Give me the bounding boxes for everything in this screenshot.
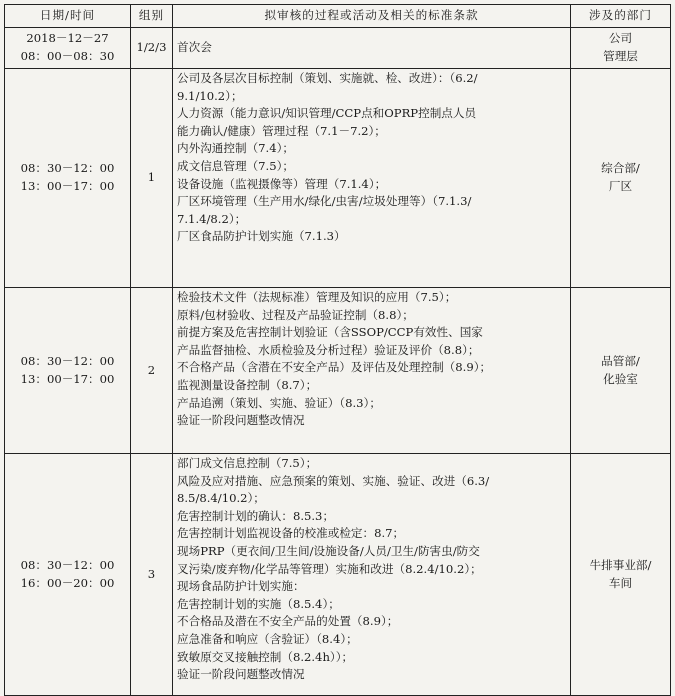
department-name: 牛排事业部/: [589, 557, 652, 572]
header-datetime: 日期/时间: [5, 5, 131, 28]
department-name: 车间: [608, 575, 633, 590]
cell-datetime: [5, 454, 131, 696]
time-range: 08：30－12：00: [20, 161, 115, 176]
process-item: 检验技术文件（法规标准）管理及知识的应用（7.5）；: [177, 290, 457, 304]
header-row: [5, 5, 671, 28]
time-range: 16：00－20：00: [20, 575, 115, 590]
cell-process: [173, 69, 571, 288]
cell-department: [571, 454, 671, 696]
process-item: 7.1.4/8.2）；: [177, 211, 247, 226]
cell-datetime: [5, 288, 131, 454]
cell-datetime: [5, 28, 131, 69]
process-item: 危害控制计划的实施（8.5.4）；: [177, 596, 340, 611]
department-name: 化验室: [603, 371, 638, 386]
cell-group: 2: [131, 288, 173, 454]
process-item: 能力确认/健康）管理过程（7.1－7.2）；: [177, 123, 386, 138]
table-row: [5, 288, 671, 454]
table-row: [5, 28, 671, 69]
process-item: 应急准备和响应（含验证）（8.4）；: [177, 631, 358, 646]
audit-schedule-table: [4, 4, 671, 696]
process-item: 危害控制计划监视设备的校准或检定：8.7；: [177, 526, 405, 541]
time-range: 08：00－08：30: [20, 49, 115, 63]
cell-group: 1/2/3: [131, 28, 173, 69]
process-item: 前提方案及危害控制计划验证（含SSOP/CCP有效性、国家: [177, 325, 483, 340]
process-item: 内外沟通控制（7.4）；: [177, 141, 294, 156]
cell-department: [571, 288, 671, 454]
process-item: 风险及应对措施、应急预案的策划、实施、验证、改进（6.3/: [177, 473, 490, 488]
process-item: 验证一阶段问题整改情况: [177, 667, 305, 682]
process-item: 不合格品及潜在不安全产品的处置（8.9）；: [177, 614, 399, 629]
cell-process: [173, 454, 571, 696]
cell-group: 3: [131, 454, 173, 696]
header-group: 组别: [131, 5, 173, 28]
process-item: 产品监督抽检、水质检验及分析过程）验证及评价（8.8）；: [177, 342, 480, 357]
header-department: 涉及的部门: [571, 5, 671, 28]
header-process: 拟审核的过程或活动及相关的标准条款: [173, 5, 571, 28]
process-item: 致敏原交叉接触控制（8.2.4h））；: [177, 649, 354, 664]
process-item: 原料/包材验收、过程及产品验证控制（8.8）；: [177, 307, 414, 322]
process-item: 现场食品防护计划实施：: [177, 579, 305, 594]
process-item: 厂区食品防护计划实施（7.1.3）: [177, 229, 346, 244]
process-item: 成文信息管理（7.5）；: [177, 158, 294, 173]
process-item: 9.1/10.2）；: [177, 88, 243, 103]
process-item: 验证一阶段问题整改情况: [177, 413, 305, 428]
time-range: 2018－12－27: [26, 31, 109, 46]
department-name: 综合部/: [601, 161, 640, 176]
time-range: 13：00－17：00: [20, 179, 115, 193]
time-range: 13：00－17：00: [20, 371, 115, 386]
process-item: 公司及各层次目标控制（策划、实施就、检、改进）：（6.2/: [177, 71, 478, 85]
process-item: 厂区环境管理（生产用水/绿化/虫害/垃圾处理等）（7.1.3/: [177, 194, 472, 209]
process-item: 人力资源（能力意识/知识管理/CCP点和OPRP控制点人员: [177, 106, 477, 121]
process-item: 叉污染/废弃物/化学品等管理）实施和改进（8.2.4/10.2）；: [177, 561, 482, 576]
process-item: 设备设施（监视摄像等）管理（7.1.4）；: [177, 176, 387, 191]
cell-process: [173, 288, 571, 454]
process-item: 危害控制计划的确认：8.5.3；: [177, 508, 335, 523]
process-item: 部门成文信息控制（7.5）；: [177, 456, 318, 470]
cell-process: [173, 28, 571, 69]
cell-department: [571, 69, 671, 288]
table-row: [5, 454, 671, 696]
department-name: 品管部/: [601, 353, 640, 368]
department-name: 厂区: [608, 179, 633, 193]
time-range: 08：30－12：00: [20, 353, 115, 368]
process-item: 不合格产品（含潜在不安全产品）及评估及处理控制（8.9）；: [177, 360, 492, 375]
process-item: 首次会: [177, 40, 212, 55]
department-name: 公司: [608, 31, 633, 46]
cell-datetime: [5, 69, 131, 288]
process-item: 8.5/8.4/10.2）；: [177, 491, 265, 506]
process-item: 现场PRP（更衣间/卫生间/设施设备/人员/卫生/防害虫/防交: [177, 543, 480, 558]
table-row: [5, 69, 671, 288]
process-item: 监视测量设备控制（8.7）；: [177, 377, 318, 392]
time-range: 08：30－12：00: [20, 557, 115, 572]
cell-group: 1: [131, 69, 173, 288]
process-item: 产品追溯（策划、实施、验证）（8.3）；: [177, 395, 381, 410]
department-name: 管理层: [603, 49, 638, 63]
cell-department: [571, 28, 671, 69]
